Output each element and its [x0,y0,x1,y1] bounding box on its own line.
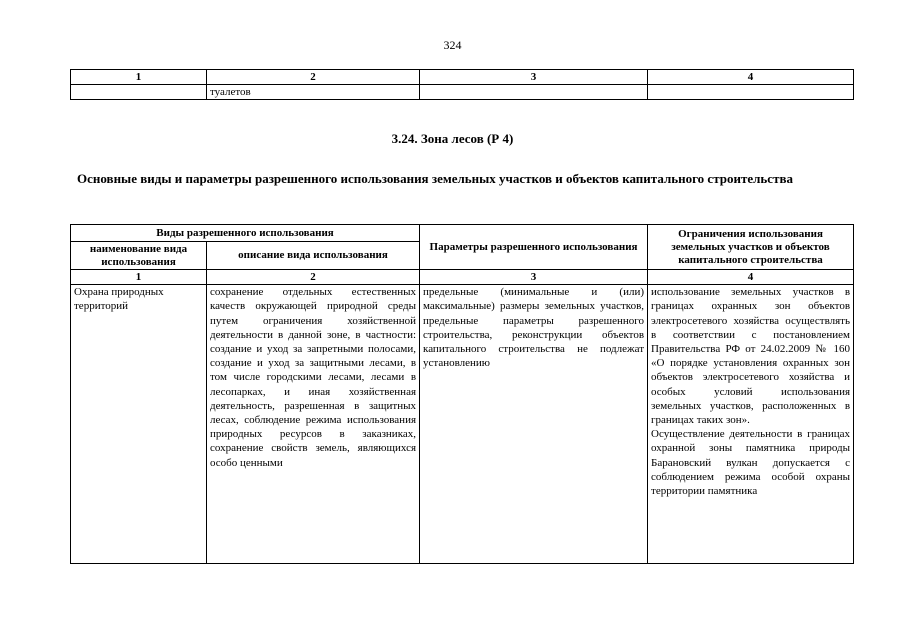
usage-params-cell [420,285,648,564]
usage-limits-paragraph: использование земельных участков в границах охранных зон объектов электросетевого хозяйства осуществлять в соответствии с постановлением Правительства РФ от 24.02.2009 № 160 «О порядке установления охранных зон объектов электросетевого хозяйства и особых условий использования земельных участков, расположенных в границах таких зон». [651,286,851,427]
col-number: 4 [648,70,854,85]
usage-params: предельные (минимальные и (или) максимальные) размеры земельных участков, предельные параметры разрешенного строительства, реконструкции объектов капитального строительства не подлежат установлению [423,286,645,370]
header-group: Виды разрешенного использования [71,225,420,242]
col-number: 2 [207,70,420,85]
col-number: 3 [420,70,648,85]
usage-name-cell [71,285,207,564]
col-number: 1 [71,270,207,285]
col-number: 1 [71,70,207,85]
header-name: наименование вида использования [71,242,207,270]
section-title: 3.24. Зона лесов (Р 4) [391,131,514,146]
col-number: 3 [420,270,648,285]
header-desc: описание вида использования [207,242,420,270]
col-number: 2 [207,270,420,285]
header-limits: Ограничения использования земельных участков и объектов капитального строительства [648,225,854,270]
table-cell: туалетов [207,85,420,100]
table-cell [648,85,854,100]
zone-usage-table [70,224,854,564]
page-number: 324 [443,38,462,52]
usage-limits [651,285,850,563]
section-subtitle: Основные виды и параметры разрешенного использования земельных участков и объектов капитального строительства [77,171,793,186]
usage-limits-cell [648,285,854,564]
usage-limits-paragraph: Осуществление деятельности в границах охранной зоны памятника природы Барановский вулкан допускается с соблюдением режима особой охраны территории памятника [651,428,851,498]
continued-table [70,69,854,100]
header-params: Параметры разрешенного использования [420,225,648,270]
table-cell [71,85,207,100]
usage-name: Охрана природных территорий [74,286,164,313]
usage-description: сохранение отдельных естественных качеств окружающей природной среды путем ограничения хозяйственной деятельности в данной зоне, в частности: создание и уход за запретными полосами, создание и уход за защитными лесами, в том числе городскими лесами, лесами в лесопарках, и иная хозяйственная деятельность, разрешенная в защитных лесах, соблюдение режима использования природных ресурсов в заказниках, сохранение свойств земель, являющихся особо ценными [210,286,417,469]
usage-description-cell [207,285,420,564]
table-cell [420,85,648,100]
col-number: 4 [648,270,854,285]
